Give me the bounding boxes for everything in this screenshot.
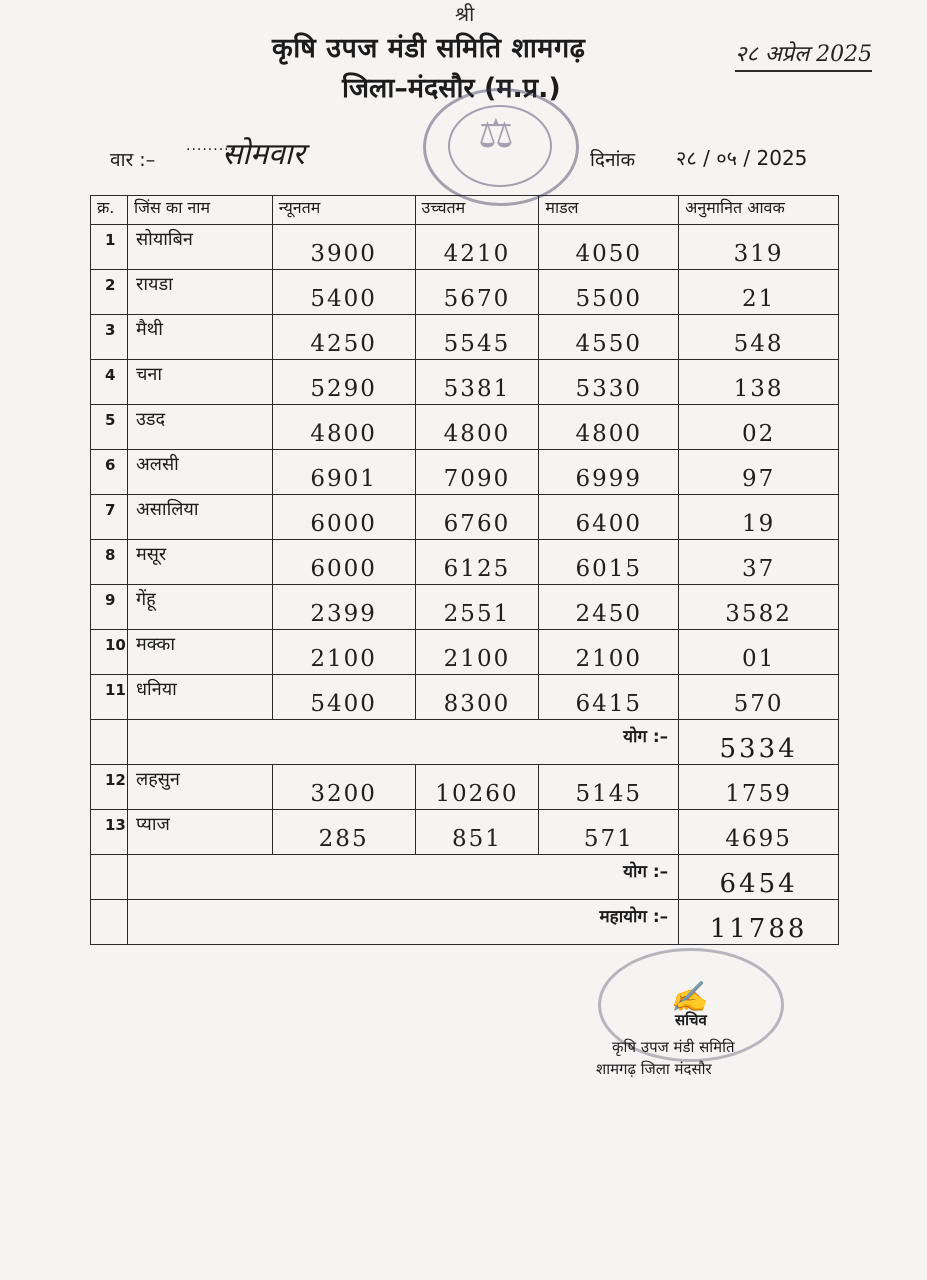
min-price-cell: 4800 [272,405,415,450]
serial-cell: 4 [91,360,128,405]
serial-cell: 8 [91,540,128,585]
serial-cell: 3 [91,315,128,360]
max-price-cell: 10260 [415,765,539,810]
modal-price-cell: 2450 [539,585,679,630]
subtotal-row-2-label: योग :– [127,855,678,900]
date-label: दिनांक [590,149,636,171]
table-row [91,450,839,495]
serial-cell: 7 [91,495,128,540]
max-price-cell: 2551 [415,585,539,630]
arrival-cell: 548 [679,315,839,360]
max-price-cell: 6760 [415,495,539,540]
commodity-cell: सोयाबिन [127,225,272,270]
modal-price-cell: 5145 [539,765,679,810]
max-price-cell: 851 [415,810,539,855]
serial-cell: 6 [91,450,128,495]
day-value: सोमवार [222,137,305,172]
serial-cell: 12 [91,765,128,810]
grand-total-row [91,900,839,945]
serial-cell: 5 [91,405,128,450]
min-price-cell: 5400 [272,675,415,720]
commodity-cell: मक्का [127,630,272,675]
arrival-cell: 1759 [679,765,839,810]
serial-cell: 1 [91,225,128,270]
arrival-cell: 4695 [679,810,839,855]
office-seal-stamp [423,88,579,206]
max-price-cell: 4800 [415,405,539,450]
table-row [91,810,839,855]
min-price-cell: 3200 [272,765,415,810]
date-value: २८ / ०५ / 2025 [676,146,808,170]
commodity-cell: अलसी [127,450,272,495]
table-row [91,630,839,675]
subtotal-row-2 [91,855,839,900]
max-price-cell: 5670 [415,270,539,315]
commodity-cell: प्याज [127,810,272,855]
office-line-2: शामगढ़ जिला मंदसौर [596,1060,712,1078]
serial-cell: 2 [91,270,128,315]
table-row [91,270,839,315]
arrival-cell: 01 [679,630,839,675]
modal-price-cell: 4800 [539,405,679,450]
day-label: वार :– [110,149,156,171]
commodity-cell: लहसुन [127,765,272,810]
secretary-signature: ✍ [670,980,708,1015]
min-price-cell: 2100 [272,630,415,675]
max-price-cell: 8300 [415,675,539,720]
header-serial: क्र. [91,196,128,225]
serial-cell: 10 [91,630,128,675]
max-price-cell: 4210 [415,225,539,270]
grand-total-row-label: महायोग :– [127,900,678,945]
modal-price-cell: 571 [539,810,679,855]
min-price-cell: 6000 [272,495,415,540]
top-mark: श्री [455,2,475,26]
min-price-cell: 5400 [272,270,415,315]
min-price-cell: 285 [272,810,415,855]
arrival-cell: 138 [679,360,839,405]
modal-price-cell: 6015 [539,540,679,585]
max-price-cell: 5545 [415,315,539,360]
subtotal-row-2-value: 6454 [679,855,839,900]
arrival-cell: 02 [679,405,839,450]
modal-price-cell: 6400 [539,495,679,540]
dotted-line: ......... [186,138,236,154]
document-title: कृषि उपज मंडी समिति शामगढ़ [272,33,586,64]
table-row [91,225,839,270]
subtotal-row-1 [91,720,839,765]
rates-table [90,195,839,945]
modal-price-cell: 4550 [539,315,679,360]
commodity-cell: मैथी [127,315,272,360]
commodity-cell: चना [127,360,272,405]
serial-cell: 9 [91,585,128,630]
header-maximum: उच्चतम [415,196,539,225]
blank-cell [91,900,128,945]
header-minimum: न्यूनतम [272,196,415,225]
modal-price-cell: 2100 [539,630,679,675]
modal-price-cell: 6999 [539,450,679,495]
arrival-cell: 3582 [679,585,839,630]
commodity-cell: रायडा [127,270,272,315]
designation: सचिव [675,1011,707,1029]
commodity-cell: उडद [127,405,272,450]
arrival-cell: 570 [679,675,839,720]
serial-cell: 11 [91,675,128,720]
header-arrival: अनुमानित आवक [679,196,839,225]
arrival-cell: 319 [679,225,839,270]
arrival-cell: 21 [679,270,839,315]
min-price-cell: 5290 [272,360,415,405]
table-row [91,495,839,540]
office-line-1: कृषि उपज मंडी समिति [612,1038,735,1056]
modal-price-cell: 4050 [539,225,679,270]
min-price-cell: 6901 [272,450,415,495]
table-header-row [91,196,839,225]
table-row [91,360,839,405]
subtotal-row-1-value: 5334 [679,720,839,765]
min-price-cell: 4250 [272,315,415,360]
seal-emblem-icon: ⚖ [478,111,514,157]
commodity-cell: असालिया [127,495,272,540]
modal-price-cell: 5330 [539,360,679,405]
arrival-cell: 37 [679,540,839,585]
commodity-cell: गेंहू [127,585,272,630]
max-price-cell: 6125 [415,540,539,585]
min-price-cell: 2399 [272,585,415,630]
serial-cell: 13 [91,810,128,855]
table-row [91,585,839,630]
table-row [91,315,839,360]
min-price-cell: 3900 [272,225,415,270]
table-row [91,675,839,720]
max-price-cell: 7090 [415,450,539,495]
commodity-cell: मसूर [127,540,272,585]
blank-cell [91,720,128,765]
modal-price-cell: 5500 [539,270,679,315]
max-price-cell: 5381 [415,360,539,405]
subtotal-row-1-label: योग :– [127,720,678,765]
grand-total-row-value: 11788 [679,900,839,945]
header-modal: माडल [539,196,679,225]
arrival-cell: 19 [679,495,839,540]
document-subtitle: जिला–मंदसौर (म.प्र.) [342,73,561,104]
blank-cell [91,855,128,900]
table-row [91,540,839,585]
max-price-cell: 2100 [415,630,539,675]
table-row [91,405,839,450]
header-commodity: जिंस का नाम [127,196,272,225]
arrival-cell: 97 [679,450,839,495]
min-price-cell: 6000 [272,540,415,585]
commodity-cell: धनिया [127,675,272,720]
table-row [91,765,839,810]
handwritten-date: २८ अप्रेल 2025 [735,38,872,72]
modal-price-cell: 6415 [539,675,679,720]
